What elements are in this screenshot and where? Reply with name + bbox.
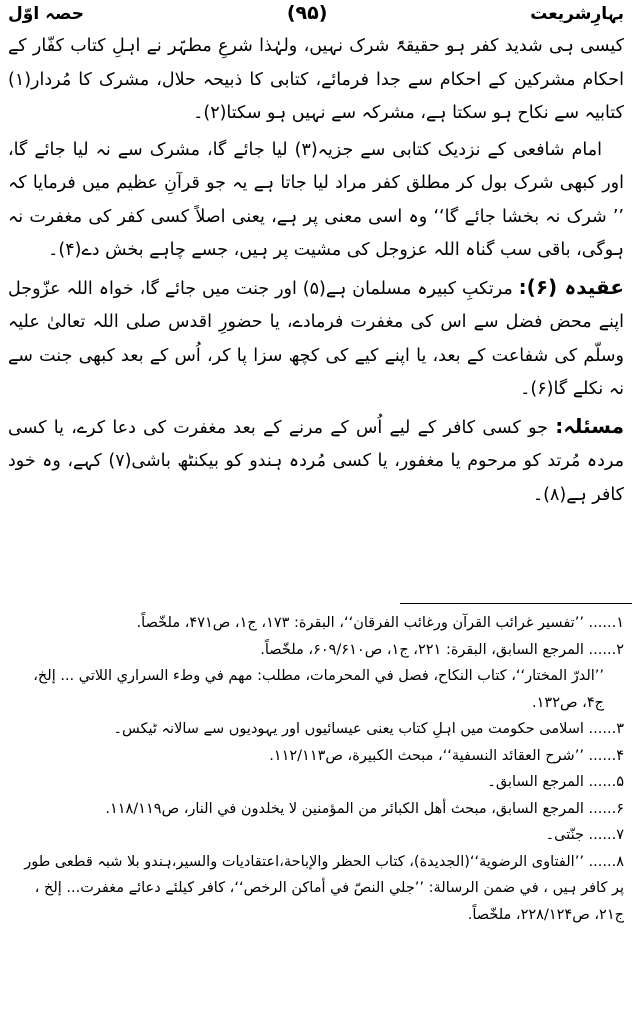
paragraph-4 [8, 410, 624, 513]
paragraph-4-text: جو کسی کافر کے لیے اُس کے مرنے کے بعد مغفرت کی دعا کرے، یا کسی مردہ مُرتد کو مرحوم یا مغفور، یا کسی مُردہ ہندو کو بیکنٹھ باشی(۷) کہے، وہ خود کافر ہے(۸)۔ [8, 417, 624, 505]
page-header [8, 0, 624, 26]
aqeedah-heading: عقیدہ (۶): [518, 274, 624, 299]
paragraph-2: امام شافعی کے نزدیک کتابی سے جزیہ(۳) لیا جائے گا، مشرک سے نہ لیا جائے گا، اور کبھی شرک بول کر مطلق کفر مراد لیا جاتا ہے یہ جو قرآنِ عظیم میں فرمایا کہ ’’ شرک نہ بخشا جائے گا‘‘ وہ اسی معنی پر ہے، یعنی اصلاً کسی کفر کی مغفرت نہ ہوگی، باقی سب گناہ اللہ عزوجل کی مشیت پر ہیں، جسے چاہے بخش دے(۴)۔ [8, 139, 624, 260]
footnote-2: ۲...... المرجع السابق، البقرة: ۲۲۱، ج۱، ص۶۰۹/۶۱۰، ملخّصاً. [260, 641, 624, 658]
masala-heading: مسئلہ: [555, 413, 624, 438]
footnote-3: ۳...... اسلامی حکومت میں اہلِ کتاب یعنی عیسائیوں اور یہودیوں سے سالانہ ٹیکس۔ [113, 721, 624, 737]
page-number: (۹۵) [286, 2, 328, 24]
footnote-1: ۱...... ’’تفسير غرائب القرآن ورغائب الفرقان‘‘، البقرة: ۱۷۳، ج۱، ص۴۷۱، ملخّصاً. [136, 615, 624, 631]
footnote-5: ۵...... المرجع السابق۔ [487, 774, 624, 790]
footnote-8: ۸...... ’’الفتاوى الرضوية‘‘(الجديدة)، كتاب الحظر والإباحة،اعتقاديات والسير،ہندو بلا شبہ قطعی طور پر کافر ہیں ، في ضمن الرسالة: ’’جلي النصّ في أماكن الرخص‘‘، کافر کیلئے دعائے مغفرت... إلخ ، ج۲۱، ص۲۲۸/۱۲۴، ملخّصاً. [24, 853, 624, 923]
main-text [8, 30, 624, 515]
footnote-4: ۴...... ’’شرح العقائد النسفية‘‘، مبحث الكبيرة، ص۱۱۲/۱۱۳. [269, 747, 624, 764]
paragraph-1: کیسی ہی شدید کفر ہو حقیقۃً شرک نہیں، ولہٰذا شرعِ مطہّر نے اہلِ کتاب کفّار کے احکام مشرکین کے احکام سے جدا فرمائے، کتابی کا ذبیحہ حلال، مشرک کا مُردار(۱) کتابیہ سے نکاح ہو سکتا ہے، مشرکہ سے نہیں ہو سکتا(۲)۔ [8, 36, 624, 123]
paragraph-3-text: مرتکبِ کبیرہ مسلمان ہے(۵) اور جنت میں جائے گا، خواہ اللہ عزّوجل اپنے محض فضل سے اس کی مغفرت فرمادے، یا حضورِ اقدس صلی اللہ تعالیٰ علیہ وسلّم کی شفاعت کے بعد، یا اپنے کیے کی کچھ سزا پا کر، اُس کے بعد کبھی جنت سے نہ نکلے گا(۶)۔ [8, 278, 624, 399]
footnote-2-continued: ’’الدرّ المختار‘‘، كتاب النكاح، فصل في المحرمات، مطلب: مهم في وطء السراري اللاتي ... إلخ، ج۴، ص۱۳۲. [33, 668, 604, 711]
paragraph-3 [8, 271, 624, 407]
section-label: حصہ اوّل [8, 3, 85, 24]
footnote-6: ۶...... المرجع السابق، مبحث أهل الكبائر من المؤمنين لا يخلدون في النار، ص۱۱۸/۱۱۹. [105, 800, 624, 817]
footnotes [8, 610, 624, 928]
book-title: بہارِشریعت [530, 3, 624, 24]
footnote-divider [400, 603, 632, 604]
footnote-7: ۷...... جنّتی۔ [545, 827, 624, 843]
